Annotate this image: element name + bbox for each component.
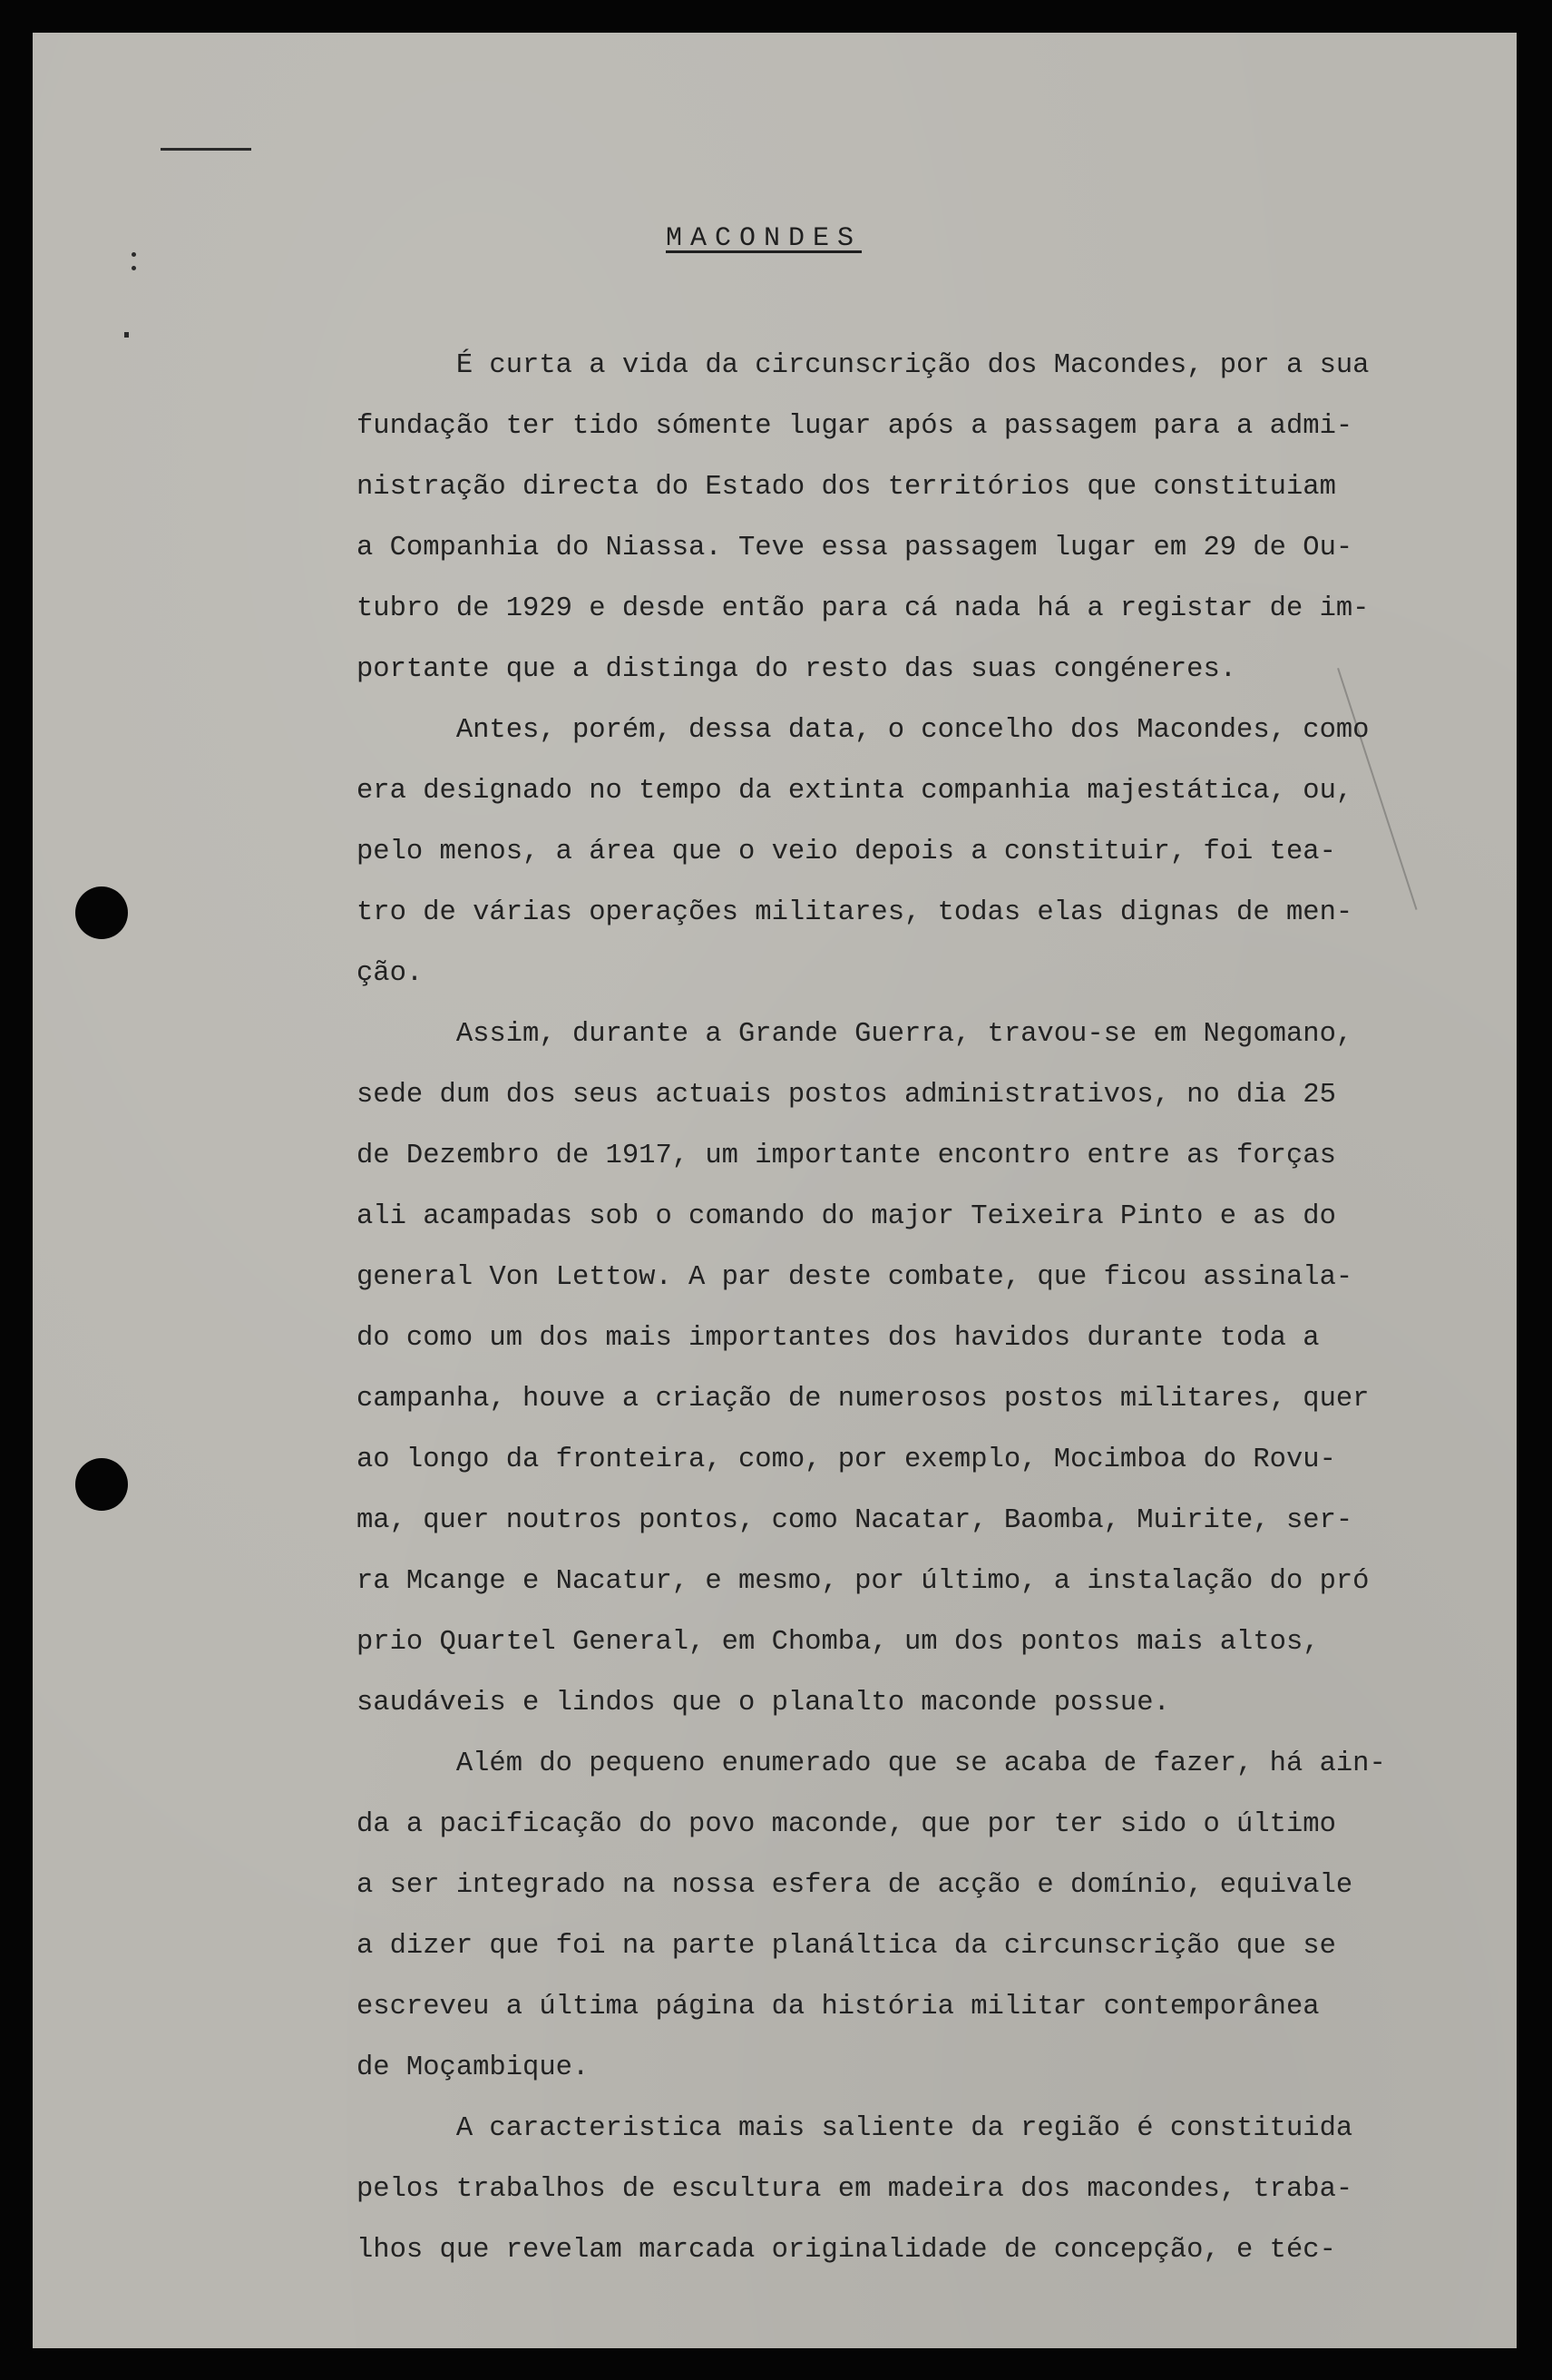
text-line: general Von Lettow. A par deste combate, que ficou assinala- [356, 1262, 1353, 1293]
text-line: sede dum dos seus actuais postos administrativos, no dia 25 [356, 1080, 1336, 1111]
text-line: pelo menos, a área que o veio depois a constituir, foi tea- [356, 837, 1336, 867]
text-line: prio Quartel General, em Chomba, um dos pontos mais altos, [356, 1627, 1320, 1658]
text-line: ção. [356, 958, 424, 989]
text-line: lhos que revelam marcada originalidade de concepção, e téc- [356, 2235, 1336, 2266]
text-line: saudáveis e lindos que o planalto maconde possue. [356, 1688, 1170, 1719]
margin-dash-mark [161, 148, 251, 151]
document-body [356, 336, 1472, 2281]
text-line: ao longo da fronteira, como, por exemplo, Mocimboa do Rovu- [356, 1445, 1336, 1475]
text-line: campanha, houve a criação de numerosos postos militares, quer [356, 1384, 1370, 1415]
text-line: era designado no tempo da extinta companhia majestática, ou, [356, 776, 1353, 807]
text-line: A caracteristica mais saliente da região é constituida [356, 2113, 1353, 2144]
text-line: ra Mcange e Nacatur, e mesmo, por último, a instalação do pró [356, 1566, 1370, 1597]
text-line: portante que a distinga do resto das suas congéneres. [356, 654, 1237, 685]
text-line: ali acampadas sob o comando do major Teixeira Pinto e as do [356, 1201, 1336, 1232]
text-line: Assim, durante a Grande Guerra, travou-se em Negomano, [356, 1019, 1353, 1050]
text-line: fundação ter tido sómente lugar após a passagem para a admi- [356, 411, 1353, 442]
text-line: do como um dos mais importantes dos havidos durante toda a [356, 1323, 1320, 1354]
text-line: a Companhia do Niassa. Teve essa passagem lugar em 29 de Ou- [356, 533, 1353, 563]
document-title: MACONDES [666, 223, 863, 254]
text-line: tubro de 1929 e desde então para cá nada há a registar de im- [356, 593, 1370, 624]
text-line: a ser integrado na nossa esfera de acção e domínio, equivale [356, 1870, 1353, 1901]
text-line: de Moçambique. [356, 2052, 590, 2083]
text-line: Antes, porém, dessa data, o concelho dos Macondes, como [356, 715, 1370, 746]
text-line: tro de várias operações militares, todas elas dignas de men- [356, 897, 1353, 928]
text-line: a dizer que foi na parte planáltica da circunscrição que se [356, 1931, 1336, 1962]
text-line: escreveu a última página da história militar contemporânea [356, 1992, 1320, 2023]
margin-dot-mark [124, 332, 129, 338]
text-line: da a pacificação do povo maconde, que por ter sido o último [356, 1809, 1336, 1840]
text-line: Além do pequeno enumerado que se acaba de fazer, há ain- [356, 1748, 1386, 1779]
text-line: nistração directa do Estado dos territórios que constituiam [356, 472, 1336, 503]
margin-dot-mark [132, 266, 136, 270]
text-line: É curta a vida da circunscrição dos Macondes, por a sua [356, 350, 1370, 381]
margin-dot-mark [132, 252, 136, 257]
text-line: ma, quer noutros pontos, como Nacatar, Baomba, Muirite, ser- [356, 1505, 1353, 1536]
text-line: de Dezembro de 1917, um importante encontro entre as forças [356, 1141, 1336, 1171]
text-line: pelos trabalhos de escultura em madeira dos macondes, traba- [356, 2174, 1353, 2205]
punch-hole-top [75, 886, 128, 939]
punch-hole-bottom [75, 1458, 128, 1511]
